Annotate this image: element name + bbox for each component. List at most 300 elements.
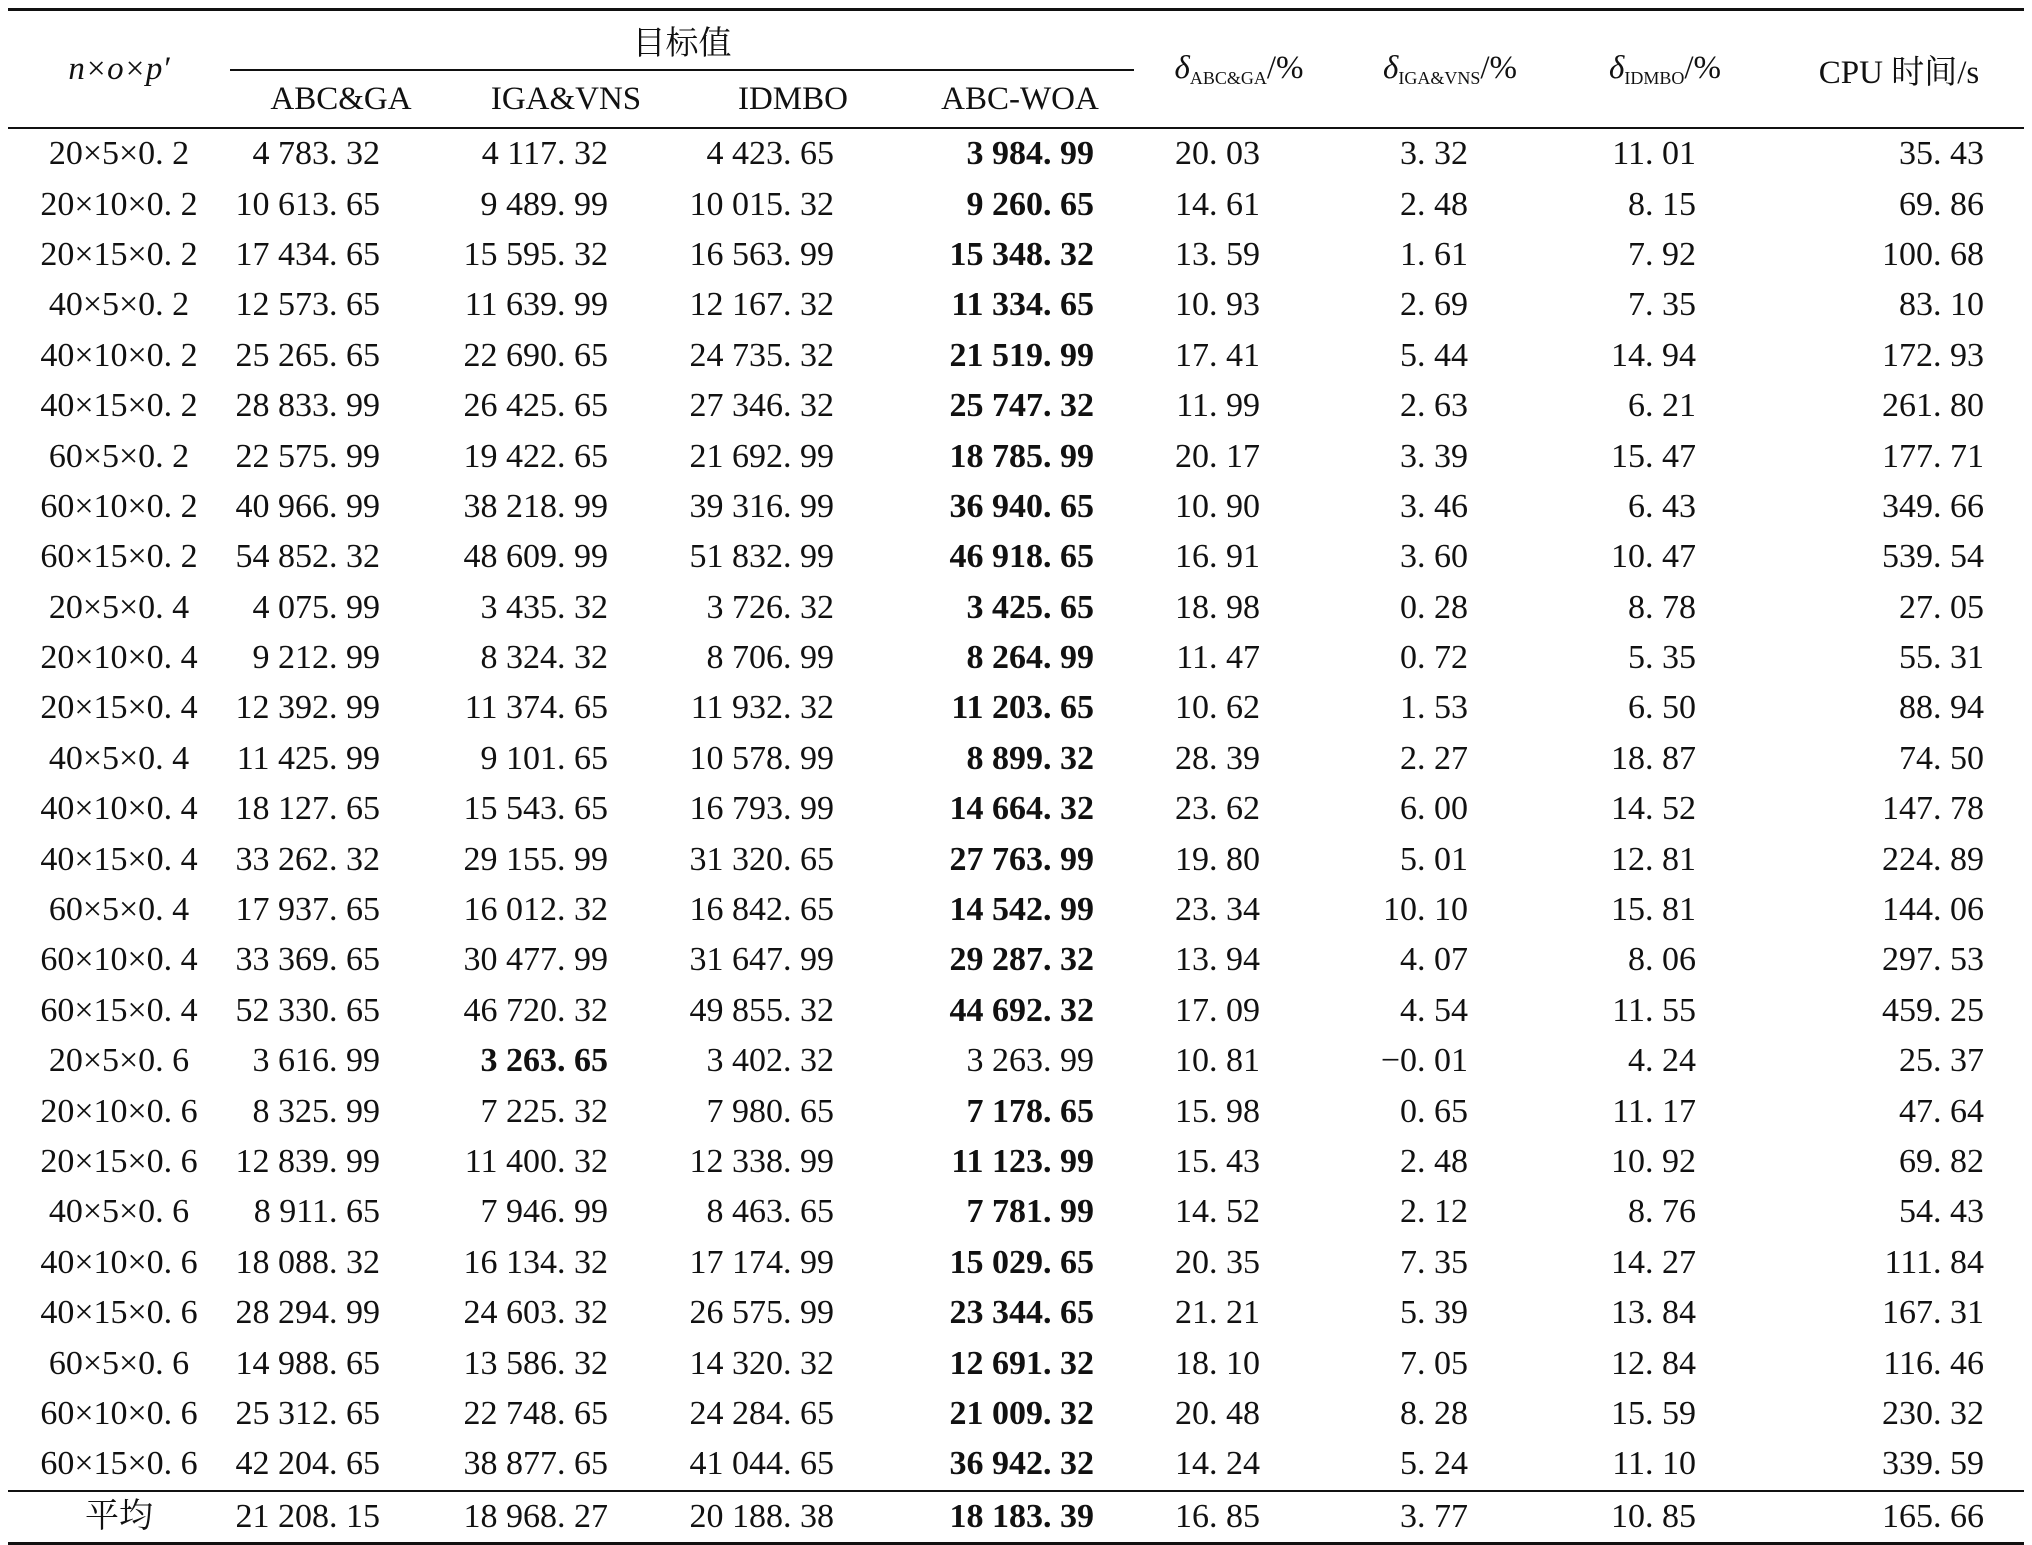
cell-delta-abcga: 23. 62 bbox=[1175, 790, 1260, 828]
cell-delta-igavns: 3. 32 bbox=[1400, 135, 1468, 173]
cell-delta-igavns: 0. 65 bbox=[1400, 1092, 1468, 1130]
cell-param: 60×5×0. 2 bbox=[48, 437, 190, 475]
cell-delta-idmbo: 5. 35 bbox=[1628, 639, 1696, 677]
cell-igavns: 38 218. 99 bbox=[463, 487, 608, 525]
cell-param: 40×15×0. 2 bbox=[40, 387, 198, 425]
cell-delta-idmbo: 6. 43 bbox=[1628, 487, 1696, 525]
cell-igavns: 9 489. 99 bbox=[480, 185, 608, 223]
cell-igavns: 11 374. 65 bbox=[464, 689, 608, 727]
table-row bbox=[8, 1086, 2024, 1136]
cell-abcga: 25 265. 65 bbox=[235, 336, 380, 374]
cell-delta-igavns: 2. 27 bbox=[1400, 739, 1468, 777]
cell-abcga: 42 204. 65 bbox=[235, 1445, 380, 1483]
cell-abcga: 3 616. 99 bbox=[252, 1042, 380, 1080]
table-row bbox=[8, 331, 2024, 381]
cell-abcwoa: 15 348. 32 bbox=[949, 235, 1094, 273]
cell-delta-igavns: 5. 44 bbox=[1400, 336, 1468, 374]
cell-abcwoa: 15 029. 65 bbox=[949, 1243, 1094, 1281]
cell-delta-idmbo: 6. 21 bbox=[1628, 387, 1696, 425]
cell-idmbo: 12 338. 99 bbox=[689, 1143, 834, 1180]
cell-delta-abcga: 10. 90 bbox=[1175, 487, 1260, 525]
cell-delta-idmbo: 11. 01 bbox=[1612, 135, 1696, 173]
table-row bbox=[8, 179, 2024, 229]
cell-abcwoa: 21 009. 32 bbox=[949, 1394, 1094, 1432]
cell-delta-idmbo: 11. 17 bbox=[1612, 1092, 1696, 1130]
cell-delta-igavns: 4. 54 bbox=[1400, 991, 1468, 1029]
cell-param: 40×15×0. 6 bbox=[40, 1294, 198, 1332]
cell-abcga: 28 833. 99 bbox=[235, 387, 380, 425]
cell-cpu-time: 55. 31 bbox=[1899, 639, 1984, 677]
cell-idmbo: 12 167. 32 bbox=[689, 286, 834, 324]
cell-cpu-time: 100. 68 bbox=[1882, 235, 1984, 273]
cell-delta-idmbo: 8. 15 bbox=[1628, 185, 1696, 223]
cell-delta-idmbo: 13. 84 bbox=[1611, 1294, 1696, 1332]
cell-abcwoa: 3 263. 99 bbox=[966, 1042, 1094, 1080]
cell-cpu-time: 83. 10 bbox=[1899, 286, 1984, 324]
cell-delta-igavns: 2. 12 bbox=[1400, 1193, 1468, 1231]
cell-cpu-time: 261. 80 bbox=[1882, 387, 1984, 425]
cell-abcga: 17 434. 65 bbox=[235, 235, 380, 273]
cell-delta-abcga: 14. 61 bbox=[1175, 185, 1260, 223]
cell-cpu-time: 172. 93 bbox=[1882, 336, 1984, 374]
cell-delta-idmbo: 12. 84 bbox=[1611, 1344, 1696, 1382]
cell-idmbo: 4 423. 65 bbox=[706, 135, 834, 173]
cell-igavns: 29 155. 99 bbox=[463, 840, 608, 878]
cell-igavns: 19 422. 65 bbox=[463, 437, 608, 475]
cell-delta-igavns: 2. 63 bbox=[1400, 387, 1468, 425]
cell-delta-abcga: 16. 85 bbox=[1134, 1491, 1344, 1544]
cell-abcga: 28 294. 99 bbox=[235, 1294, 380, 1332]
objective-group-header bbox=[230, 10, 1134, 71]
table-row bbox=[8, 734, 2024, 784]
cell-param: 20×10×0. 6 bbox=[40, 1092, 198, 1130]
cell-abcga: 11 425. 99 bbox=[236, 739, 380, 777]
cell-idmbo: 16 793. 99 bbox=[689, 790, 834, 828]
cell-abcga: 25 312. 65 bbox=[235, 1394, 380, 1432]
delta-igavns-sub: IGA&VNS bbox=[1398, 67, 1481, 88]
cell-abcga: 12 839. 99 bbox=[235, 1143, 380, 1180]
param-header bbox=[8, 10, 230, 129]
cell-abcwoa: 25 747. 32 bbox=[949, 387, 1094, 425]
cell-cpu-time: 54. 43 bbox=[1899, 1193, 1984, 1231]
cell-param: 60×5×0. 4 bbox=[48, 891, 190, 929]
table-row bbox=[8, 381, 2024, 431]
cell-igavns: 9 101. 65 bbox=[480, 739, 608, 777]
cell-cpu-time: 27. 05 bbox=[1899, 588, 1984, 626]
cell-delta-abcga: 23. 34 bbox=[1175, 891, 1260, 929]
cell-abcwoa: 44 692. 32 bbox=[949, 991, 1094, 1029]
cell-delta-abcga: 10. 81 bbox=[1175, 1042, 1260, 1080]
cell-delta-idmbo: 15. 47 bbox=[1611, 437, 1696, 475]
cell-abcwoa: 11 123. 99 bbox=[951, 1143, 1094, 1180]
cell-param: 40×5×0. 4 bbox=[48, 739, 190, 777]
cell-abcwoa: 36 942. 32 bbox=[949, 1445, 1094, 1483]
cell-delta-idmbo: 8. 78 bbox=[1628, 588, 1696, 626]
cell-idmbo: 26 575. 99 bbox=[689, 1294, 834, 1332]
cell-abcga: 10 613. 65 bbox=[235, 185, 380, 223]
cell-delta-idmbo: 8. 06 bbox=[1628, 941, 1696, 979]
cell-idmbo: 27 346. 32 bbox=[689, 387, 834, 425]
cell-param: 60×10×0. 2 bbox=[40, 487, 198, 525]
average-row bbox=[8, 1491, 2024, 1544]
cell-delta-abcga: 10. 62 bbox=[1175, 689, 1260, 727]
cell-delta-abcga: 11. 47 bbox=[1176, 639, 1260, 677]
cell-igavns: 7 225. 32 bbox=[480, 1092, 608, 1130]
table-row bbox=[8, 1389, 2024, 1439]
delta-abcga-symbol: δ bbox=[1174, 49, 1190, 86]
table-row bbox=[8, 683, 2024, 733]
cell-abcga: 22 575. 99 bbox=[235, 437, 380, 475]
cell-idmbo: 39 316. 99 bbox=[689, 487, 834, 525]
table-row bbox=[8, 583, 2024, 633]
cell-delta-idmbo: 14. 27 bbox=[1611, 1243, 1696, 1281]
cell-delta-igavns: 3. 60 bbox=[1400, 538, 1468, 576]
cell-abcga: 8 325. 99 bbox=[252, 1092, 380, 1130]
cell-idmbo: 24 284. 65 bbox=[689, 1394, 834, 1432]
cell-param: 40×10×0. 6 bbox=[40, 1243, 198, 1281]
cell-param: 60×15×0. 6 bbox=[40, 1445, 198, 1483]
cell-abcwoa: 18 785. 99 bbox=[949, 437, 1094, 475]
cell-delta-abcga: 18. 10 bbox=[1175, 1344, 1260, 1382]
cell-igavns: 16 012. 32 bbox=[463, 891, 608, 929]
cell-delta-abcga: 10. 93 bbox=[1175, 286, 1260, 324]
cell-igavns: 3 263. 65 bbox=[480, 1042, 608, 1080]
cell-param: 60×10×0. 4 bbox=[40, 941, 198, 979]
cell-delta-igavns: 5. 01 bbox=[1400, 840, 1468, 878]
cell-delta-igavns: 7. 35 bbox=[1400, 1243, 1468, 1281]
cell-idmbo: 3 402. 32 bbox=[706, 1042, 834, 1080]
cell-abcga: 33 262. 32 bbox=[235, 840, 380, 878]
table-row bbox=[8, 431, 2024, 481]
table-row bbox=[8, 230, 2024, 280]
delta-igavns-header bbox=[1344, 10, 1556, 129]
cell-idmbo: 16 842. 65 bbox=[689, 891, 834, 929]
cell-abcga: 14 988. 65 bbox=[235, 1344, 380, 1382]
delta-igavns-unit: /% bbox=[1480, 49, 1518, 86]
cell-abcwoa: 14 542. 99 bbox=[949, 891, 1094, 929]
cell-idmbo: 10 015. 32 bbox=[689, 185, 834, 223]
cell-delta-idmbo: 11. 55 bbox=[1612, 991, 1696, 1029]
cell-delta-igavns: 7. 05 bbox=[1400, 1344, 1468, 1382]
cell-idmbo: 31 647. 99 bbox=[689, 941, 834, 979]
cell-abcwoa: 27 763. 99 bbox=[949, 840, 1094, 878]
cell-delta-idmbo: 18. 87 bbox=[1611, 739, 1696, 777]
cell-idmbo: 20 188. 38 bbox=[680, 1491, 906, 1544]
cell-delta-abcga: 20. 48 bbox=[1175, 1394, 1260, 1432]
cell-delta-igavns: 1. 61 bbox=[1400, 235, 1468, 273]
cell-param: 40×10×0. 2 bbox=[40, 336, 198, 374]
table-row bbox=[8, 1288, 2024, 1338]
cell-delta-idmbo: 7. 35 bbox=[1628, 286, 1696, 324]
cell-delta-igavns: 0. 28 bbox=[1400, 588, 1468, 626]
cell-abcwoa: 12 691. 32 bbox=[949, 1344, 1094, 1382]
cell-delta-abcga: 13. 94 bbox=[1175, 941, 1260, 979]
cell-delta-abcga: 20. 03 bbox=[1175, 135, 1260, 173]
cell-delta-abcga: 17. 09 bbox=[1175, 991, 1260, 1029]
cell-param: 20×5×0. 6 bbox=[48, 1042, 190, 1080]
objective-group-label: 目标值 bbox=[632, 25, 732, 62]
cell-abcwoa: 14 664. 32 bbox=[949, 790, 1094, 828]
cell-param: 40×5×0. 2 bbox=[48, 286, 190, 324]
cell-delta-abcga: 15. 98 bbox=[1175, 1092, 1260, 1130]
cell-cpu-time: 144. 06 bbox=[1882, 891, 1984, 929]
cell-idmbo: 8 463. 65 bbox=[706, 1193, 834, 1231]
algo-header-abcga: ABC&GA bbox=[230, 70, 452, 128]
cell-delta-igavns: 3. 77 bbox=[1344, 1491, 1556, 1544]
cell-param: 40×5×0. 6 bbox=[48, 1193, 190, 1231]
cell-cpu-time: 88. 94 bbox=[1899, 689, 1984, 727]
cell-igavns: 11 400. 32 bbox=[464, 1143, 608, 1180]
cell-abcwoa: 46 918. 65 bbox=[949, 538, 1094, 576]
cell-cpu-time: 165. 66 bbox=[1774, 1491, 2024, 1544]
cell-igavns: 30 477. 99 bbox=[463, 941, 608, 979]
cell-abcwoa: 3 984. 99 bbox=[966, 135, 1094, 173]
cell-igavns: 15 543. 65 bbox=[463, 790, 608, 828]
cell-abcwoa: 11 203. 65 bbox=[951, 689, 1094, 727]
table-row bbox=[8, 1036, 2024, 1086]
cell-delta-idmbo: 7. 92 bbox=[1628, 235, 1696, 273]
cell-abcwoa: 3 425. 65 bbox=[966, 588, 1094, 626]
cell-idmbo: 21 692. 99 bbox=[689, 437, 834, 475]
cell-idmbo: 3 726. 32 bbox=[706, 588, 834, 626]
cell-abcwoa: 36 940. 65 bbox=[949, 487, 1094, 525]
cell-delta-igavns: 5. 39 bbox=[1400, 1294, 1468, 1332]
cell-param: 20×15×0. 2 bbox=[40, 235, 198, 273]
cell-delta-abcga: 14. 52 bbox=[1175, 1193, 1260, 1231]
cell-param: 20×15×0. 6 bbox=[40, 1143, 198, 1180]
cell-abcga: 4 783. 32 bbox=[252, 135, 380, 173]
cell-delta-idmbo: 6. 50 bbox=[1628, 689, 1696, 727]
cell-param: 20×10×0. 4 bbox=[40, 639, 198, 677]
cell-delta-idmbo: 12. 81 bbox=[1611, 840, 1696, 878]
cell-param: 60×5×0. 6 bbox=[48, 1344, 190, 1382]
cell-igavns: 8 324. 32 bbox=[480, 639, 608, 677]
cell-delta-idmbo: 14. 52 bbox=[1611, 790, 1696, 828]
cell-cpu-time: 147. 78 bbox=[1882, 790, 1984, 828]
cell-delta-idmbo: 14. 94 bbox=[1611, 336, 1696, 374]
cell-igavns: 48 609. 99 bbox=[463, 538, 608, 576]
cell-delta-igavns: 3. 46 bbox=[1400, 487, 1468, 525]
cell-delta-abcga: 21. 21 bbox=[1175, 1294, 1260, 1332]
cell-abcwoa: 21 519. 99 bbox=[949, 336, 1094, 374]
results-table bbox=[8, 8, 2024, 1545]
cell-param: 60×15×0. 2 bbox=[40, 538, 198, 576]
cell-delta-idmbo: 8. 76 bbox=[1628, 1193, 1696, 1231]
cell-cpu-time: 339. 59 bbox=[1882, 1445, 1984, 1483]
cell-idmbo: 51 832. 99 bbox=[689, 538, 834, 576]
table-row bbox=[8, 1187, 2024, 1237]
table-row bbox=[8, 885, 2024, 935]
cell-igavns: 24 603. 32 bbox=[463, 1294, 608, 1332]
cell-igavns: 22 748. 65 bbox=[463, 1394, 608, 1432]
cell-delta-abcga: 18. 98 bbox=[1175, 588, 1260, 626]
cell-idmbo: 31 320. 65 bbox=[689, 840, 834, 878]
cell-abcwoa: 8 264. 99 bbox=[966, 639, 1094, 677]
cell-igavns: 11 639. 99 bbox=[464, 286, 608, 324]
delta-idmbo-sub: IDMBO bbox=[1624, 67, 1685, 88]
table-row bbox=[8, 1338, 2024, 1388]
cell-delta-idmbo: 15. 59 bbox=[1611, 1394, 1696, 1432]
cpu-time-header bbox=[1774, 10, 2024, 129]
cell-abcga: 18 088. 32 bbox=[235, 1243, 380, 1281]
cell-delta-abcga: 28. 39 bbox=[1175, 739, 1260, 777]
table-body bbox=[8, 128, 2024, 1543]
algo-header-igavns: IGA&VNS bbox=[452, 70, 680, 128]
table-row bbox=[8, 784, 2024, 834]
table-row bbox=[8, 1439, 2024, 1490]
cell-idmbo: 17 174. 99 bbox=[689, 1243, 834, 1281]
table-row bbox=[8, 834, 2024, 884]
cell-abcga: 52 330. 65 bbox=[235, 991, 380, 1029]
cell-idmbo: 49 855. 32 bbox=[689, 991, 834, 1029]
delta-idmbo-header bbox=[1556, 10, 1774, 129]
cell-delta-igavns: 5. 24 bbox=[1400, 1445, 1468, 1483]
cell-delta-igavns: 2. 48 bbox=[1400, 1143, 1468, 1180]
cell-param: 40×15×0. 4 bbox=[40, 840, 198, 878]
cell-abcwoa: 9 260. 65 bbox=[966, 185, 1094, 223]
cell-delta-abcga: 14. 24 bbox=[1175, 1445, 1260, 1483]
cell-igavns: 18 968. 27 bbox=[452, 1491, 680, 1544]
cell-igavns: 7 946. 99 bbox=[480, 1193, 608, 1231]
cell-param: 40×10×0. 4 bbox=[40, 790, 198, 828]
table-row bbox=[8, 633, 2024, 683]
cell-cpu-time: 69. 82 bbox=[1899, 1143, 1984, 1180]
cell-delta-igavns: 2. 69 bbox=[1400, 286, 1468, 324]
cell-delta-igavns: −0. 01 bbox=[1380, 1042, 1468, 1080]
cell-idmbo: 7 980. 65 bbox=[706, 1092, 834, 1130]
algo-header-abcwoa: ABC-WOA bbox=[906, 70, 1134, 128]
cell-delta-idmbo: 10. 47 bbox=[1611, 538, 1696, 576]
cell-abcga: 33 369. 65 bbox=[235, 941, 380, 979]
cell-igavns: 13 586. 32 bbox=[463, 1344, 608, 1382]
cell-delta-idmbo: 11. 10 bbox=[1612, 1445, 1696, 1483]
cell-abcga: 21 208. 15 bbox=[230, 1491, 452, 1544]
cell-cpu-time: 167. 31 bbox=[1882, 1294, 1984, 1332]
cell-cpu-time: 224. 89 bbox=[1882, 840, 1984, 878]
cell-cpu-time: 539. 54 bbox=[1882, 538, 1984, 576]
cell-delta-abcga: 13. 59 bbox=[1175, 235, 1260, 273]
cell-cpu-time: 177. 71 bbox=[1882, 437, 1984, 475]
cell-igavns: 4 117. 32 bbox=[481, 135, 608, 173]
cell-delta-idmbo: 4. 24 bbox=[1628, 1042, 1696, 1080]
cell-abcga: 18 127. 65 bbox=[235, 790, 380, 828]
cell-idmbo: 11 932. 32 bbox=[690, 689, 834, 727]
cell-idmbo: 8 706. 99 bbox=[706, 639, 834, 677]
cell-delta-igavns: 4. 07 bbox=[1400, 941, 1468, 979]
cell-idmbo: 10 578. 99 bbox=[689, 739, 834, 777]
table-row bbox=[8, 1238, 2024, 1288]
cell-cpu-time: 459. 25 bbox=[1882, 991, 1984, 1029]
table-row bbox=[8, 128, 2024, 179]
delta-abcga-sub: ABC&GA bbox=[1189, 67, 1267, 88]
cell-delta-igavns: 0. 72 bbox=[1400, 639, 1468, 677]
cell-cpu-time: 116. 46 bbox=[1883, 1344, 1984, 1382]
cpu-time-label: CPU 时间/s bbox=[1818, 54, 1980, 91]
cell-param: 20×5×0. 4 bbox=[48, 588, 190, 626]
cell-param: 20×10×0. 2 bbox=[40, 185, 198, 223]
cell-idmbo: 24 735. 32 bbox=[689, 336, 834, 374]
cell-abcwoa: 23 344. 65 bbox=[949, 1294, 1094, 1332]
cell-delta-abcga: 17. 41 bbox=[1175, 336, 1260, 374]
cell-abcga: 9 212. 99 bbox=[252, 639, 380, 677]
cell-abcga: 54 852. 32 bbox=[235, 538, 380, 576]
cell-param: 20×15×0. 4 bbox=[40, 689, 198, 727]
algo-header-idmbo: IDMBO bbox=[680, 70, 906, 128]
cell-igavns: 26 425. 65 bbox=[463, 387, 608, 425]
cell-cpu-time: 47. 64 bbox=[1899, 1092, 1984, 1130]
cell-delta-abcga: 15. 43 bbox=[1175, 1143, 1260, 1180]
cell-igavns: 38 877. 65 bbox=[463, 1445, 608, 1483]
cell-cpu-time: 25. 37 bbox=[1899, 1042, 1984, 1080]
cell-delta-igavns: 8. 28 bbox=[1400, 1394, 1468, 1432]
cell-idmbo: 41 044. 65 bbox=[689, 1445, 834, 1483]
cell-abcga: 8 911. 65 bbox=[253, 1193, 380, 1231]
cell-idmbo: 16 563. 99 bbox=[689, 235, 834, 273]
cell-cpu-time: 35. 43 bbox=[1899, 135, 1984, 173]
cell-cpu-time: 230. 32 bbox=[1882, 1394, 1984, 1432]
table-row bbox=[8, 532, 2024, 582]
cell-delta-igavns: 3. 39 bbox=[1400, 437, 1468, 475]
cell-abcwoa: 7 781. 99 bbox=[966, 1193, 1094, 1231]
cell-abcwoa: 18 183. 39 bbox=[906, 1491, 1134, 1544]
cell-abcga: 40 966. 99 bbox=[235, 487, 380, 525]
cell-cpu-time: 297. 53 bbox=[1882, 941, 1984, 979]
cell-delta-abcga: 19. 80 bbox=[1175, 840, 1260, 878]
table-row bbox=[8, 1137, 2024, 1187]
cell-igavns: 22 690. 65 bbox=[463, 336, 608, 374]
table-row bbox=[8, 935, 2024, 985]
cell-delta-igavns: 10. 10 bbox=[1383, 891, 1468, 929]
table-row bbox=[8, 482, 2024, 532]
cell-cpu-time: 111. 84 bbox=[1884, 1243, 1984, 1281]
delta-igavns-symbol: δ bbox=[1382, 49, 1399, 86]
delta-idmbo-symbol: δ bbox=[1608, 49, 1625, 86]
delta-idmbo-unit: /% bbox=[1684, 49, 1722, 86]
cell-cpu-time: 69. 86 bbox=[1899, 185, 1984, 223]
cell-delta-idmbo: 10. 92 bbox=[1611, 1143, 1696, 1180]
cell-param: 60×15×0. 4 bbox=[40, 991, 198, 1029]
cell-delta-idmbo: 10. 85 bbox=[1556, 1491, 1774, 1544]
cell-delta-igavns: 2. 48 bbox=[1400, 185, 1468, 223]
cell-abcga: 17 937. 65 bbox=[235, 891, 380, 929]
cell-igavns: 46 720. 32 bbox=[463, 991, 608, 1029]
cell-idmbo: 14 320. 32 bbox=[689, 1344, 834, 1382]
cell-delta-abcga: 16. 91 bbox=[1175, 538, 1260, 576]
cell-delta-igavns: 6. 00 bbox=[1400, 790, 1468, 828]
table-row bbox=[8, 986, 2024, 1036]
cell-delta-igavns: 1. 53 bbox=[1400, 689, 1468, 727]
cell-igavns: 16 134. 32 bbox=[463, 1243, 608, 1281]
cell-delta-abcga: 20. 17 bbox=[1175, 437, 1260, 475]
cell-igavns: 3 435. 32 bbox=[480, 588, 608, 626]
delta-abcga-unit: /% bbox=[1266, 49, 1304, 86]
cell-delta-abcga: 20. 35 bbox=[1175, 1243, 1260, 1281]
cell-cpu-time: 349. 66 bbox=[1882, 487, 1984, 525]
cell-param: 平均 bbox=[8, 1491, 230, 1544]
cell-abcwoa: 7 178. 65 bbox=[966, 1092, 1094, 1130]
cell-igavns: 15 595. 32 bbox=[463, 235, 608, 273]
cell-cpu-time: 74. 50 bbox=[1899, 739, 1984, 777]
cell-delta-idmbo: 15. 81 bbox=[1611, 891, 1696, 929]
cell-abcga: 4 075. 99 bbox=[252, 588, 380, 626]
table-row bbox=[8, 280, 2024, 330]
cell-abcwoa: 8 899. 32 bbox=[966, 739, 1094, 777]
cell-abcwoa: 11 334. 65 bbox=[951, 286, 1094, 324]
cell-abcwoa: 29 287. 32 bbox=[949, 941, 1094, 979]
cell-param: 60×10×0. 6 bbox=[40, 1394, 198, 1432]
param-header-label: n×o×p′ bbox=[68, 50, 170, 87]
cell-abcga: 12 392. 99 bbox=[235, 689, 380, 727]
